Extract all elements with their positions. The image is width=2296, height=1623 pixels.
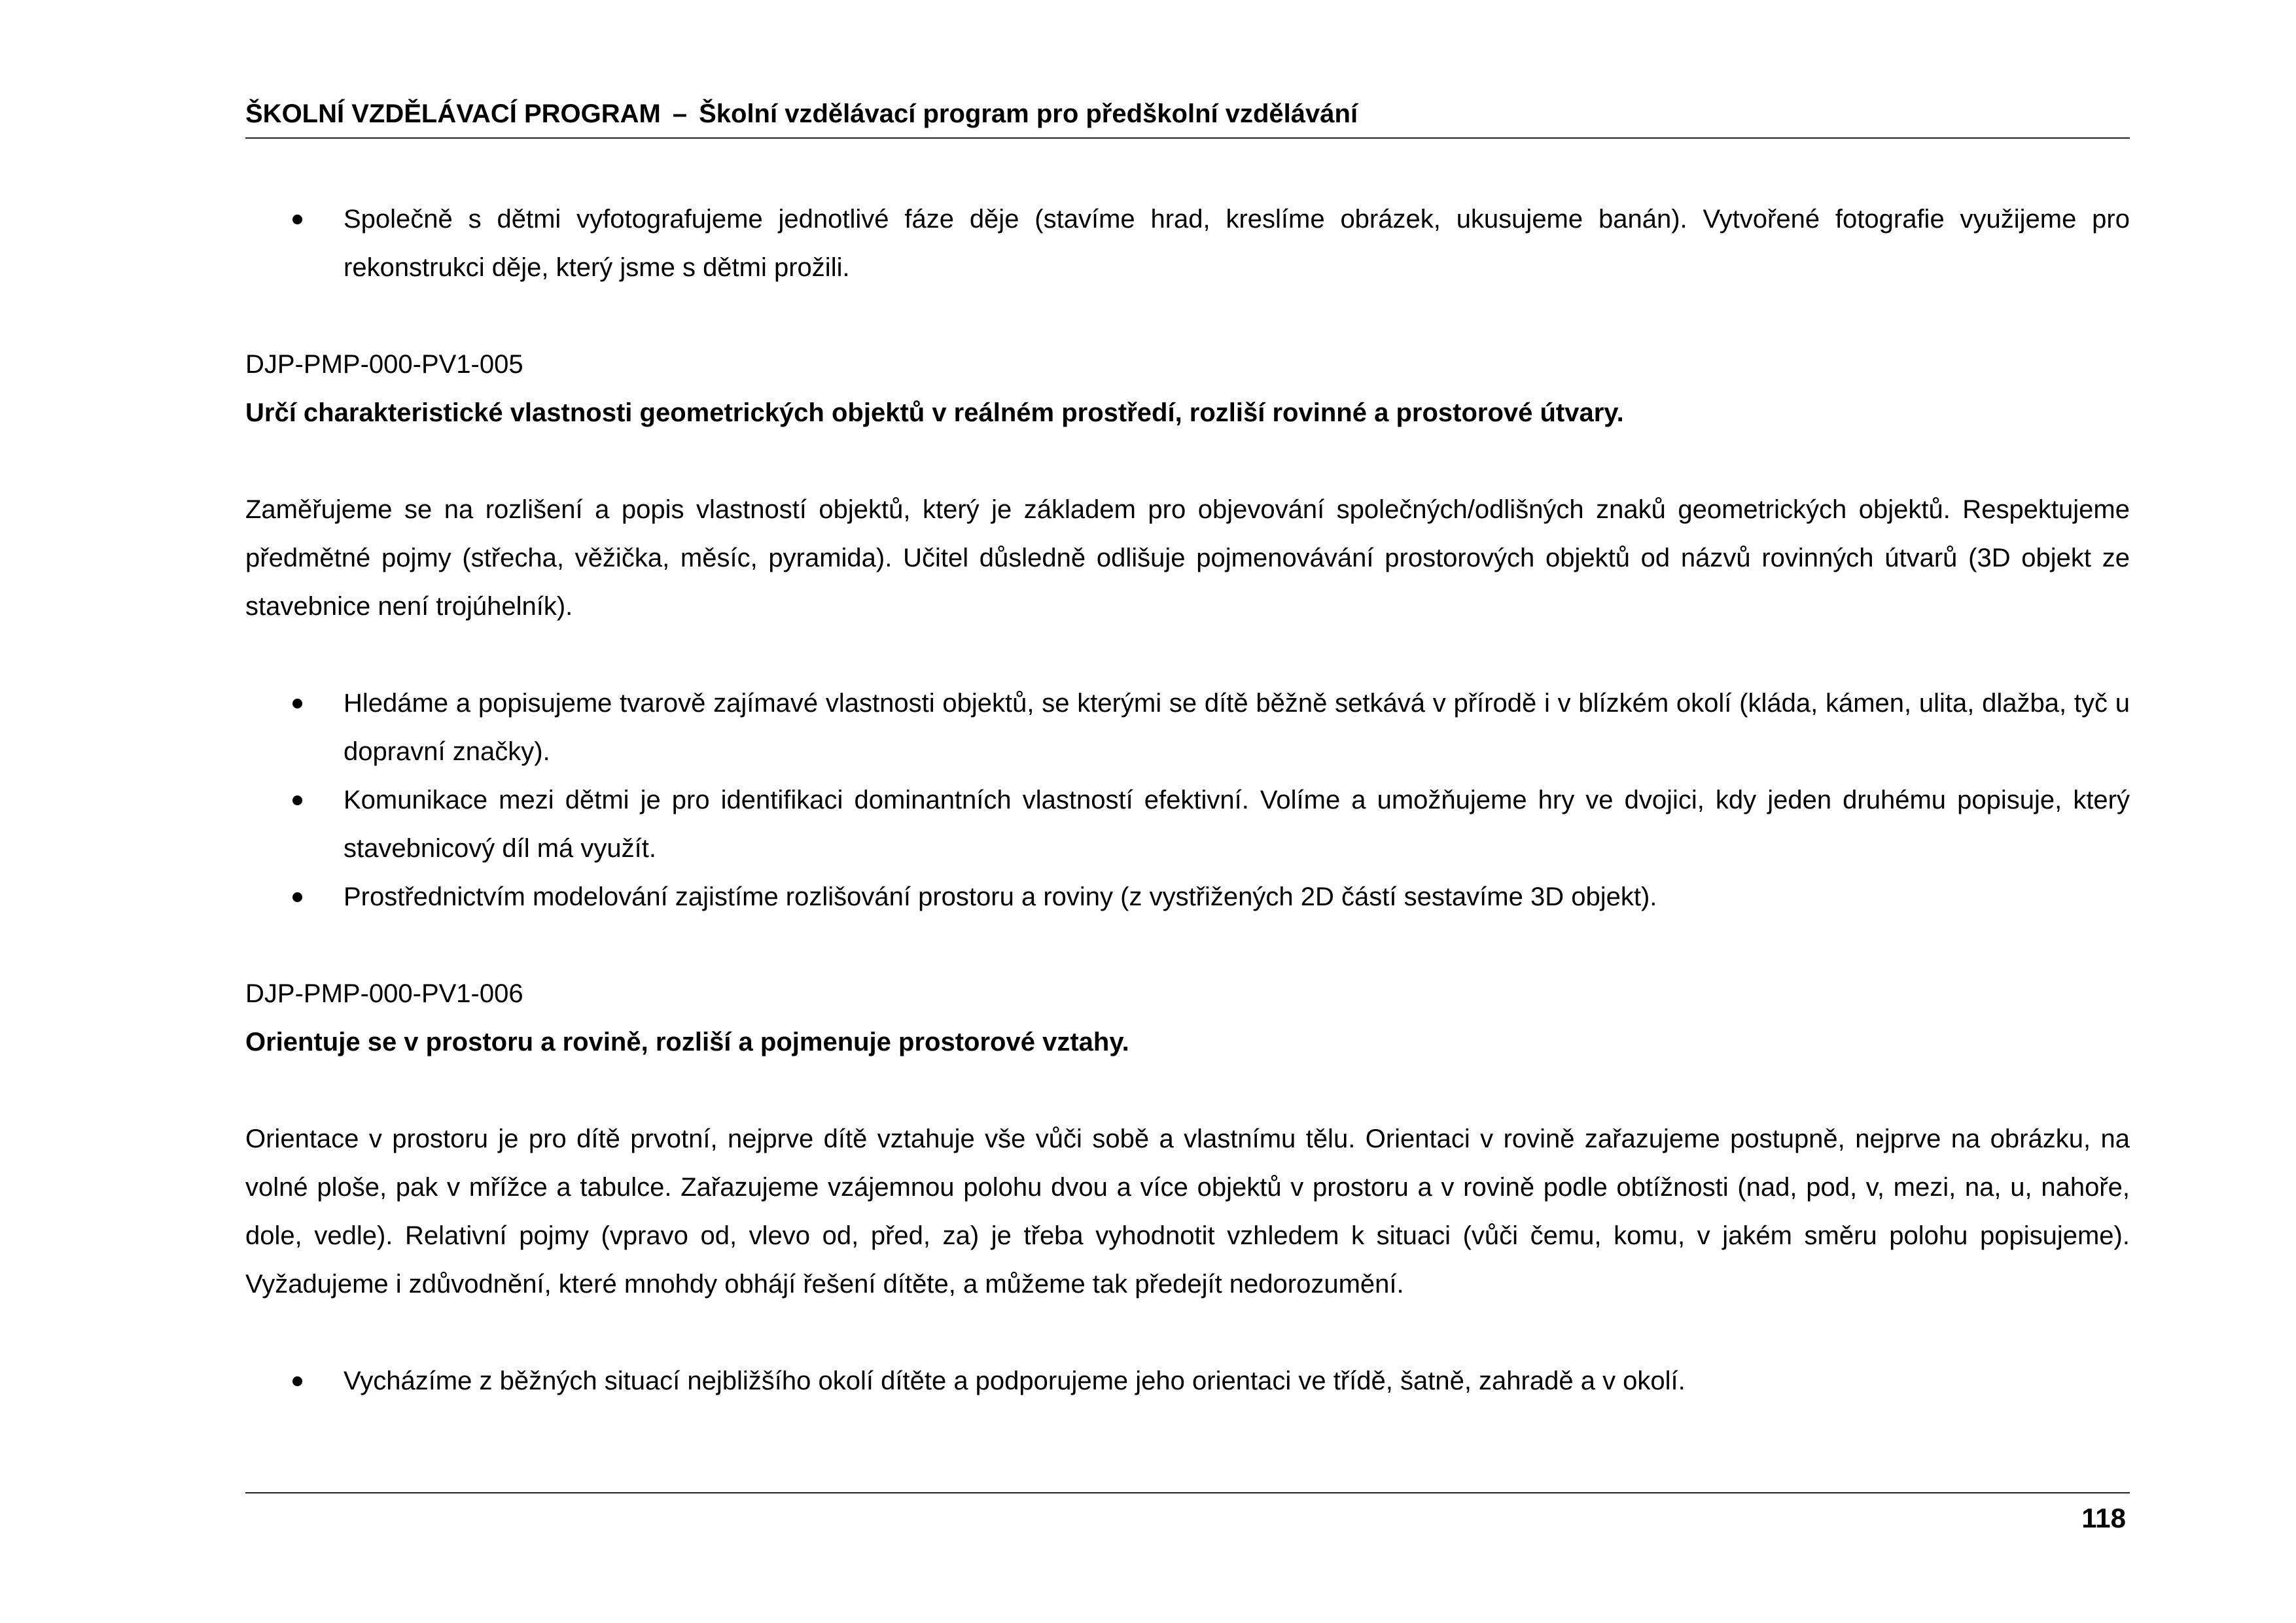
section-title: Orientuje se v prostoru a rovině, rozliší a pojmenuje prostorové vztahy. bbox=[245, 1028, 1129, 1056]
footer-divider bbox=[245, 1492, 2130, 1493]
section-paragraph: Zaměřujeme se na rozlišení a popis vlastností objektů, který je základem pro objevování společných/odlišných znaků geometrických objektů. Respektujeme předmětné pojmy (střecha, věžička, měsíc, pyramida). Učitel důsledně odlišuje pojmenovávání prostorových objektů od názvů rovinných útvarů (3D objekt ze stavebnice není trojúhelník). bbox=[245, 495, 2130, 621]
section-paragraph: Orientace v prostoru je pro dítě prvotní, nejprve dítě vztahuje vše vůči sobě a vlastnímu tělu. Orientaci v rovině zařazujeme postupně, nejprve na obrázku, na volné ploše, pak v mřížce a tabulce. Zařazujeme vzájemnou polohu dvou a více objektů v prostoru a v rovině podle obtížnosti (nad, pod, v, mezi, na, u, nahoře, dole, vedle). Relativní pojmy (vpravo od, vlevo od, před, za) je třeba vyhodnotit vzhledem k situaci (vůči čemu, komu, v jakém směru polohu popisujeme). Vyžadujeme i zdůvodnění, které mnohdy obhájí řešení dítěte, a můžeme tak předejít nedorozumění. bbox=[245, 1125, 2130, 1299]
section-bullet-list bbox=[245, 1357, 2130, 1405]
list-item: Vycházíme z běžných situací nejbližšího okolí dítěte a podporujeme jeho orientaci ve třídě, šatně, zahradě a v okolí. bbox=[344, 1357, 2130, 1405]
list-item: Komunikace mezi dětmi je pro identifikaci dominantních vlastností efektivní. Volíme a umožňujeme hry ve dvojici, kdy jeden druhému popisuje, který stavebnicový díl má využít. bbox=[344, 776, 2130, 873]
page-content bbox=[245, 195, 2130, 1405]
header-separator: – bbox=[672, 99, 688, 128]
section-title: Určí charakteristické vlastnosti geometrických objektů v reálném prostředí, rozliší rovinné a prostorové útvary. bbox=[245, 398, 1624, 427]
list-item: Společně s dětmi vyfotografujeme jednotlivé fáze děje (stavíme hrad, kreslíme obrázek, ukusujeme banán). Vytvořené fotografie využijeme pro rekonstrukci děje, který jsme s dětmi prožili. bbox=[344, 195, 2130, 292]
list-item: Hledáme a popisujeme tvarově zajímavé vlastnosti objektů, se kterými se dítě běžně setkává v přírodě i v blízkém okolí (kláda, kámen, ulita, dlažba, tyč u dopravní značky). bbox=[344, 679, 2130, 776]
section-bullet-list bbox=[245, 679, 2130, 921]
page-number: 118 bbox=[2081, 1503, 2126, 1533]
list-item: Prostřednictvím modelování zajistíme rozlišování prostoru a roviny (z vystřižených 2D částí sestavíme 3D objekt). bbox=[344, 873, 2130, 921]
header-program: ŠKOLNÍ VZDĚLÁVACÍ PROGRAM bbox=[245, 99, 661, 128]
section-code: DJP-PMP-000-PV1-006 bbox=[245, 979, 523, 1008]
header-subtitle: Školní vzdělávací program pro předškolní vzdělávání bbox=[699, 99, 1358, 128]
document-page bbox=[245, 0, 2130, 1623]
intro-bullet-list bbox=[245, 195, 2130, 292]
section-pv1-006 bbox=[245, 969, 2130, 1405]
section-code: DJP-PMP-000-PV1-005 bbox=[245, 350, 523, 379]
section-pv1-005 bbox=[245, 340, 2130, 921]
page-header bbox=[245, 96, 2130, 139]
